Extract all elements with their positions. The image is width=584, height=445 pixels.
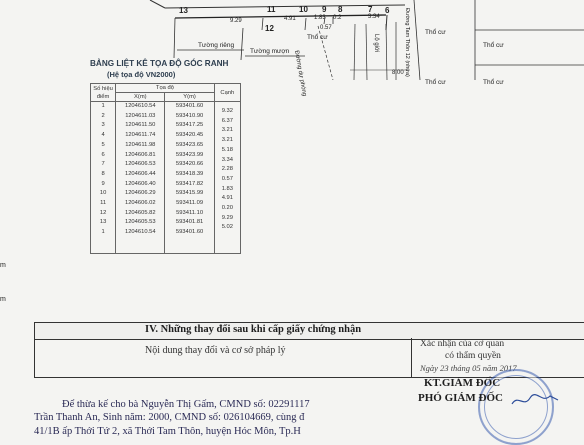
edge-length: 8.00	[392, 70, 404, 76]
content-column-header: Nội dung thay đổi và cơ sở pháp lý	[145, 345, 286, 356]
header-index: Số hiệu điểm	[91, 84, 116, 102]
edge-length: 9.29	[230, 18, 242, 24]
header-x: X(m)	[116, 93, 165, 102]
road-label: Lộ giới	[373, 34, 379, 53]
confirm-column-header: có thẩm quyền	[445, 351, 501, 361]
point-label: 9	[322, 5, 327, 14]
margin-mark: m	[0, 296, 6, 303]
edge-length: 0.57	[320, 25, 332, 31]
point-label: 6	[385, 6, 390, 15]
land-use-label: Thổ cư	[483, 79, 504, 86]
table-subtitle: (Hệ tọa độ VN2000)	[107, 70, 176, 79]
edge-length: 4.91	[284, 16, 296, 22]
confirm-column-header: Xác nhận của cơ quan	[420, 339, 505, 349]
body-line: Để thừa kế cho bà Nguyễn Thị Gấm, CMND số: 02291117	[62, 399, 310, 410]
margin-mark: m	[0, 262, 6, 269]
body-line: 41/1B ấp Thới Tứ 2, xã Thới Tam Thôn, huyện Hóc Môn, Tp.H	[34, 426, 301, 437]
land-use-label: Thổ cư	[425, 79, 446, 86]
row-y-values: 593401.60 593410.90 593417.25 593420.45 593423.65 593423.99 593420.66 593418.39 593417.82 593415.99 593411.09 593411.10 593401.81 593401.60	[165, 102, 214, 254]
confirm-date: Ngày 23 tháng 05 năm 2017	[420, 363, 517, 373]
signature-title: KT.GIÁM ĐỐC	[424, 377, 501, 389]
row-x-values: 1204610.54 1204611.03 1204611.50 1204611.74 1204611.98 1204606.81 1204606.53 1204606.44 1204606.40 1204606.29 1204606.02 1204605.82 1204605.53 1204610.54	[116, 102, 165, 254]
header-coord: Tọa độ	[116, 84, 215, 93]
point-label: 8	[338, 5, 343, 14]
edge-length: 1.83	[314, 15, 326, 21]
header-length: Cạnh	[214, 84, 240, 102]
road-label: Đường dự phóng	[293, 50, 308, 97]
point-label: 13	[179, 6, 188, 15]
land-use-label: Thổ cư	[483, 42, 504, 49]
point-label: 7	[368, 5, 373, 14]
wall-label: Tường riêng	[198, 42, 235, 49]
point-label: 11	[267, 5, 276, 14]
handwritten-signature	[510, 390, 560, 410]
point-label: 10	[299, 5, 308, 14]
column-divider	[411, 338, 412, 378]
row-indices: 1 2 3 4 5 6 7 8 9 10 11 12 13 1	[91, 102, 116, 254]
header-y: Y(m)	[165, 93, 214, 102]
wall-label: Tường mượn	[250, 48, 290, 55]
body-line: Trần Thanh An, Sinh năm: 2000, CMND số: 026104669, cùng đ	[34, 412, 305, 423]
row-lengths: 9.32 6.37 3.21 3.21 5.18 3.34 2.28 0.57 1.83 4.91 0.20 9.29 5.02	[214, 102, 240, 254]
coordinate-table	[90, 83, 241, 254]
table-title: BẢNG LIỆT KÊ TỌA ĐỘ GÓC RANH	[90, 59, 229, 68]
land-use-label: Thổ cư	[425, 29, 446, 36]
point-label: 12	[265, 24, 274, 33]
signature-subtitle: PHÓ GIÁM ĐỐC	[418, 392, 503, 404]
parcel-map	[0, 0, 584, 80]
section-title: IV. Những thay đổi sau khi cấp giấy chứng nhận	[145, 324, 362, 335]
edge-length: 0.2	[333, 15, 342, 21]
road-label: Đường Tam Thôn 12 (nhựa)	[404, 8, 410, 77]
land-use-label: Thổ cư	[307, 34, 328, 41]
edge-length: 3.34	[368, 14, 380, 20]
